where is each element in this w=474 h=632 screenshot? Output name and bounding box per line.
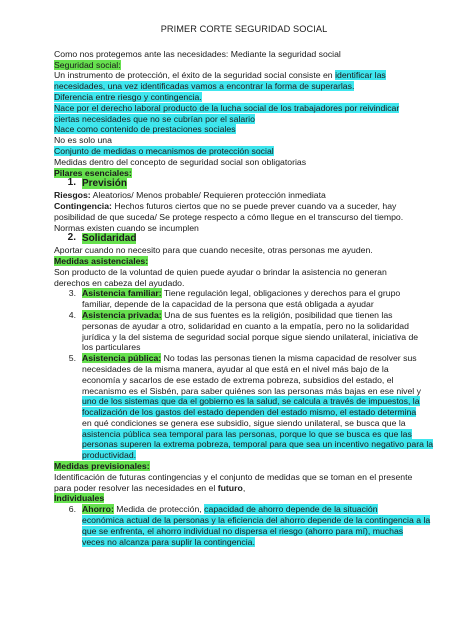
item-5-text-4: mecanismo es el Sisbén, para saber quiénes son las personas más bajas en ese nivel y [82,385,421,396]
pilar-2-label: Solidaridad [82,233,137,245]
ss-line-3-wrap [54,92,434,103]
asistenciales-heading: Medidas asistenciales: [54,255,149,266]
asistencia-familiar-item [54,288,434,310]
item-5-text-9: personas superen la extrema pobreza, temporal para que sea un incentivo negativo para la [82,439,434,450]
pilar-2-number: 2. [67,232,76,244]
ss-line-8: Conjunto de medidas o mecanismos de protección social [54,145,274,156]
prev-desc-2a: para poder resolver las necesidades en el [54,482,218,493]
ss-line-7: No es solo una [54,135,112,146]
pilar-1-number: 1. [67,177,76,189]
asis-desc-2: derechos en cabeza del ayudado. [54,277,185,288]
riesgos-line [54,190,434,201]
item-3-number: 3. [68,288,76,299]
item-5-text-8: asistencia pública sea temporal para las personas, porque lo que se busca es que las [82,428,412,439]
ss-line-6: Nace como contenido de prestaciones sociales [54,124,236,135]
ss-line-9: Medidas dentro del concepto de seguridad social son obligatorias [54,156,307,167]
ss-line-2: necesidades, una vez identificadas vamos a encontrar la forma de superarlas. [54,81,355,92]
pilar-solidaridad [54,233,434,245]
item-4-text-2: personas de ayudar a otro, solidaridad en cuanto a la empatía, pero no la solidaridad [82,320,409,331]
item-6-text-4: veces no alcanza para suplir la contingencia. [82,536,255,547]
item-5-text-2: necesidades de la misma manera, ayudar al que está en el nivel más bajo de la [82,363,389,374]
contingencia-text-1: Hechos futuros ciertos que no se puede prever cuando va a suceder, hay [111,200,397,211]
ss-line-5: ciertas necesidades que no se cubrían por el salario [54,113,255,124]
prev-desc-2c: , [242,482,246,493]
ss-line-1b: identificar las [335,70,386,81]
ss-line-5-wrap [54,114,434,125]
contingencia-line [54,201,434,212]
item-4-text-3: jurídica y la del sistema de seguridad social porque sigue siendo unilateral, iniciativa de [82,331,419,342]
ss-line-1 [54,70,434,81]
item-3-text-1: Tiene regulación legal, obligaciones y derechos para el grupo [161,288,401,299]
normas-line: Normas existen cuando se incumplen [54,222,199,233]
item-5-text-7: en qué condiciones se genera ese subsidio, sigue siendo unilateral, se busca que la [82,417,406,428]
asistencia-publica-label: Asistencia pública: [82,353,162,364]
individuales-heading: Individuales [54,493,105,504]
item-3-text-2: familiar, depende de la capacidad de la persona que está obligada a ayudar [82,299,374,310]
item-6-number: 6. [68,504,76,515]
item-5-text-10: productividad. [82,450,137,461]
pilar-1-label: Previsión [82,178,128,190]
asis-heading-wrap [54,256,434,267]
seguridad-social-heading: Seguridad social: [54,59,121,70]
asistencia-familiar-label: Asistencia familiar: [82,288,162,299]
ahorro-item [54,504,434,547]
item-6-text-1b: capacidad de ahorro depende de la situación [204,504,378,515]
riesgos-text: Aleatorios/ Menos probable/ Requieren protección inmediata [90,190,326,201]
individuales-wrap [54,493,434,504]
pilar-prevision [54,178,434,190]
prev-desc-2b: futuro [217,482,243,493]
item-4-number: 4. [68,309,76,320]
item-6-text-2: económica actual de la personas y la eficiencia del ahorro depende de la contingencia a la [82,515,431,526]
asistencia-privada-item [54,310,434,353]
item-5-text-3: economía y sacarlos de ese estado de extrema pobreza, subsidios del estado, el [82,374,394,385]
asistencia-privada-label: Asistencia privada: [82,309,162,320]
previsionales-heading: Medidas previsionales: [54,461,150,472]
pilares-heading: Pilares esenciales: [54,167,132,178]
item-5-number: 5. [68,353,76,364]
asis-desc-1: Son producto de la voluntad de quien puede ayudar o brindar la asistencia no generan [54,266,387,277]
prev-desc-1: Identificación de futuras contingencias y el conjunto de medidas que se toman en el presente [54,471,413,482]
asistencia-publica-item [54,353,434,461]
ss-line-1a: Un instrumento de protección, el éxito de la seguridad social consiste en [54,70,336,81]
intro-line: Como nos protegemos ante las necesidades: Mediante la seguridad social [54,48,341,59]
item-4-text-1: Una de sus fuentes es la religión, posibilidad que tienen las [161,309,393,320]
aportar-line: Aportar cuando no necesito para que cuando necesite, otras personas me ayuden. [54,245,373,256]
ahorro-label: Ahorro: [82,504,114,515]
item-5-text-6: focalización de los gastos del estado dependen del estado mismo, el estado determina [82,407,417,418]
item-6-text-1a: Medida de protección, [113,504,205,515]
item-4-text-4: los particulares [82,342,141,353]
pilares-heading-wrap [54,168,434,179]
item-5-text-5: uno de los sistemas que da el gobierno es la salud, se calcula a través de impuestos, la [82,396,420,407]
item-5-text-1: No todas las personas tienen la misma capacidad de resolver sus [161,353,417,364]
ss-line-2-wrap [54,81,434,92]
contingencia-label: Contingencia: [54,200,112,211]
seguridad-social-section [54,60,434,71]
ss-line-4: Nace por el derecho laboral producto de la lucha social de los trabajadores por reivindicar [54,102,400,113]
item-6-text-3: que se enfrenta, el ahorro individual no dispersa el riesgo (ahorro para mí), muchas [82,525,404,536]
ss-line-4-wrap [54,103,434,114]
document-title: PRIMER CORTE SEGURIDAD SOCIAL [160,24,328,34]
contingencia-text-2: posibilidad de que suceda/ Se protege respecto a cómo llegue en el transcurso del tiempo. [54,211,404,222]
prev-heading-wrap [54,461,434,472]
ss-line-8-wrap [54,146,434,157]
ss-line-3: Diferencia entre riesgo y contingencia. [54,91,202,102]
prev-desc-2 [54,483,434,494]
ss-line-6-wrap [54,124,434,135]
riesgos-label: Riesgos: [54,190,91,201]
